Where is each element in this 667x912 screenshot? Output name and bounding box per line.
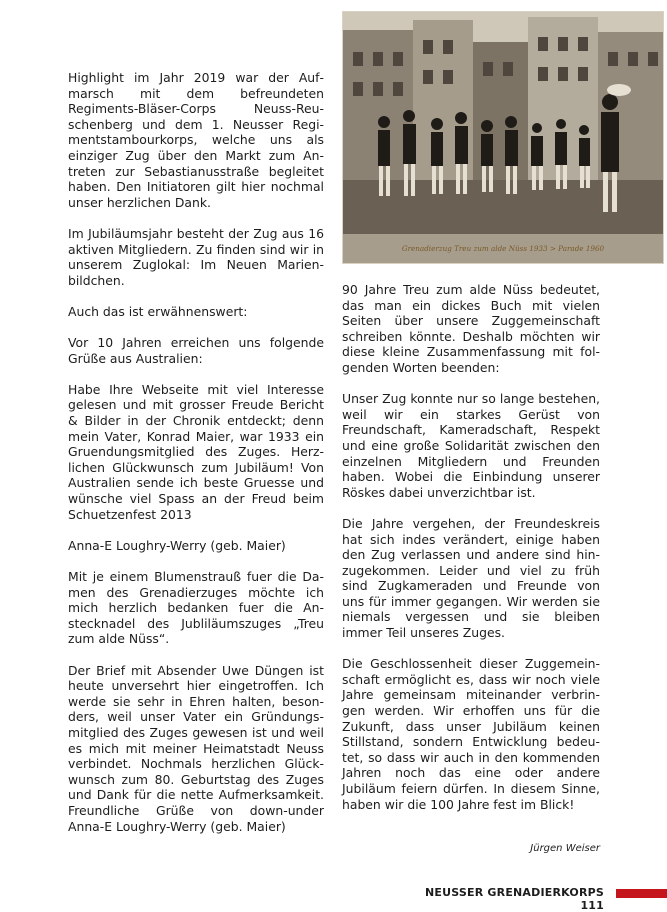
footer-accent-bar — [616, 889, 667, 898]
author-signature: Jürgen Weiser — [530, 843, 600, 854]
paragraph-jubilee-members: Im Jubiläumsjahr besteht der Zug aus 16 aktiven Mitgliedern. Zu finden sind wir in unserem Zuglokal: Im Neuen Marienbildchen. — [68, 225, 324, 288]
left-text-column — [68, 70, 324, 850]
historic-parade-photo — [342, 11, 664, 264]
parade-photo-illustration — [343, 12, 663, 263]
page-footer-text: NEUSSER GRENADIERKORPS 111 — [425, 886, 604, 912]
photo-caption: Grenadierzug Treu zum alde Nüss 1933 > Parade 1960 — [401, 244, 605, 253]
paragraph-flowers-thanks: Mit je einem Blumenstrauß fuer die Damen des Grenadierzuges möchte ich mich herzlich bedanken fuer die Anstecknadel des Jubliläumszuges „Treu zum alde Nüss“. — [68, 569, 324, 647]
paragraph-highlight-2019: Highlight im Jahr 2019 war der Aufmarsch mit dem befreundeten Regiments-Bläser-Corps Neuss-Reuschenberg und dem 1. Neusser Regimentstambourkorps, welche uns als einziger Zug über den Markt zum Antreten zur Sebastianusstraße begleitet haben. Den Initiatoren gilt hier nochmal unser herzlichen Dank. — [68, 70, 324, 210]
paragraph-noteworthy: Auch das ist erwähnenswert: — [68, 303, 248, 319]
paragraph-closing: Die Geschlossenheit dieser Zuggemeinschaft ermöglicht es, dass wir noch viele Jahre gemeinsam miteinander verbringen werden. Wir erhoffen uns für die Zukunft, dass unser Jubiläum keinen Stillstand, sondern Entwicklung bedeutet, so dass wir auch in den kommenden Jahren noch das eine oder andere Jubiläum feiern dürfen. In diesem Sinne, haben wir die 100 Jahre fest im Blick! — [342, 656, 600, 812]
paragraph-years-pass: Die Jahre vergehen, der Freundeskreis hat sich indes verändert, einige haben den Zug verlassen und andere sind hinzugekommen. Leider und viel zu früh sind Zugkameraden und Freunde von uns für immer gegangen. Wir werden sie niemals vergessen und sie bleiben immer Teil unseres Zuges. — [342, 515, 600, 641]
paragraph-letter-author: Anna-E Loughry-Werry (geb. Maier) — [68, 537, 286, 553]
paragraph-friendship: Unser Zug konnte nur so lange bestehen, weil wir ein starkes Gerüst von Freundschaft, Kameradschaft, Respekt und eine große Solidarität zwischen den einzelnen Mitgliedern und Freunden haben. Wobei die Einbindung unserer Röskes dabei unverzichtbar ist. — [342, 391, 600, 500]
right-text-column — [342, 282, 600, 828]
paragraph-90-years: 90 Jahre Treu zum alde Nüss bedeutet, das man ein dickes Buch mit vielen Seiten über unsere Zuggemeinschaft schreiben könnte. Deshalb möchten wir diese kleine Zusammenfassung mit folgenden Worten beenden: — [342, 282, 600, 375]
paragraph-greetings-intro: Vor 10 Jahren erreichen uns folgende Grüße aus Australien: — [68, 335, 324, 366]
paragraph-letter-duengen: Der Brief mit Absender Uwe Düngen ist heute unversehrt hier eingetroffen. Ich werde sie sehr in Ehren halten, besonders, weil unser Vater ein Gründungsmitglied des Zuges gewesen ist und weil es mich mit meiner Heimatstadt Neuss verbindet. Nochmals herzlichen Glückwunsch zum 80. Geburtstag des Zuges und Dank für die nette Aufmerksamkeit. Freundliche Grüße von down-under Anna-E Loughry-Werry (geb. Maier) — [68, 662, 324, 834]
paragraph-letter-australia: Habe Ihre Webseite mit viel Interesse gelesen und mit grosser Freude Bericht & Bilder in der Chronik entdeckt; denn mein Vater, Konrad Maier, war 1933 ein Gruendungsmitglied des Zuges. Herzlichen Glückwunsch zum Jubiläum! Von Australien sende ich beste Gruesse und wünsche viel Spass an der Freud beim Schuetzenfest 2013 — [68, 381, 324, 522]
